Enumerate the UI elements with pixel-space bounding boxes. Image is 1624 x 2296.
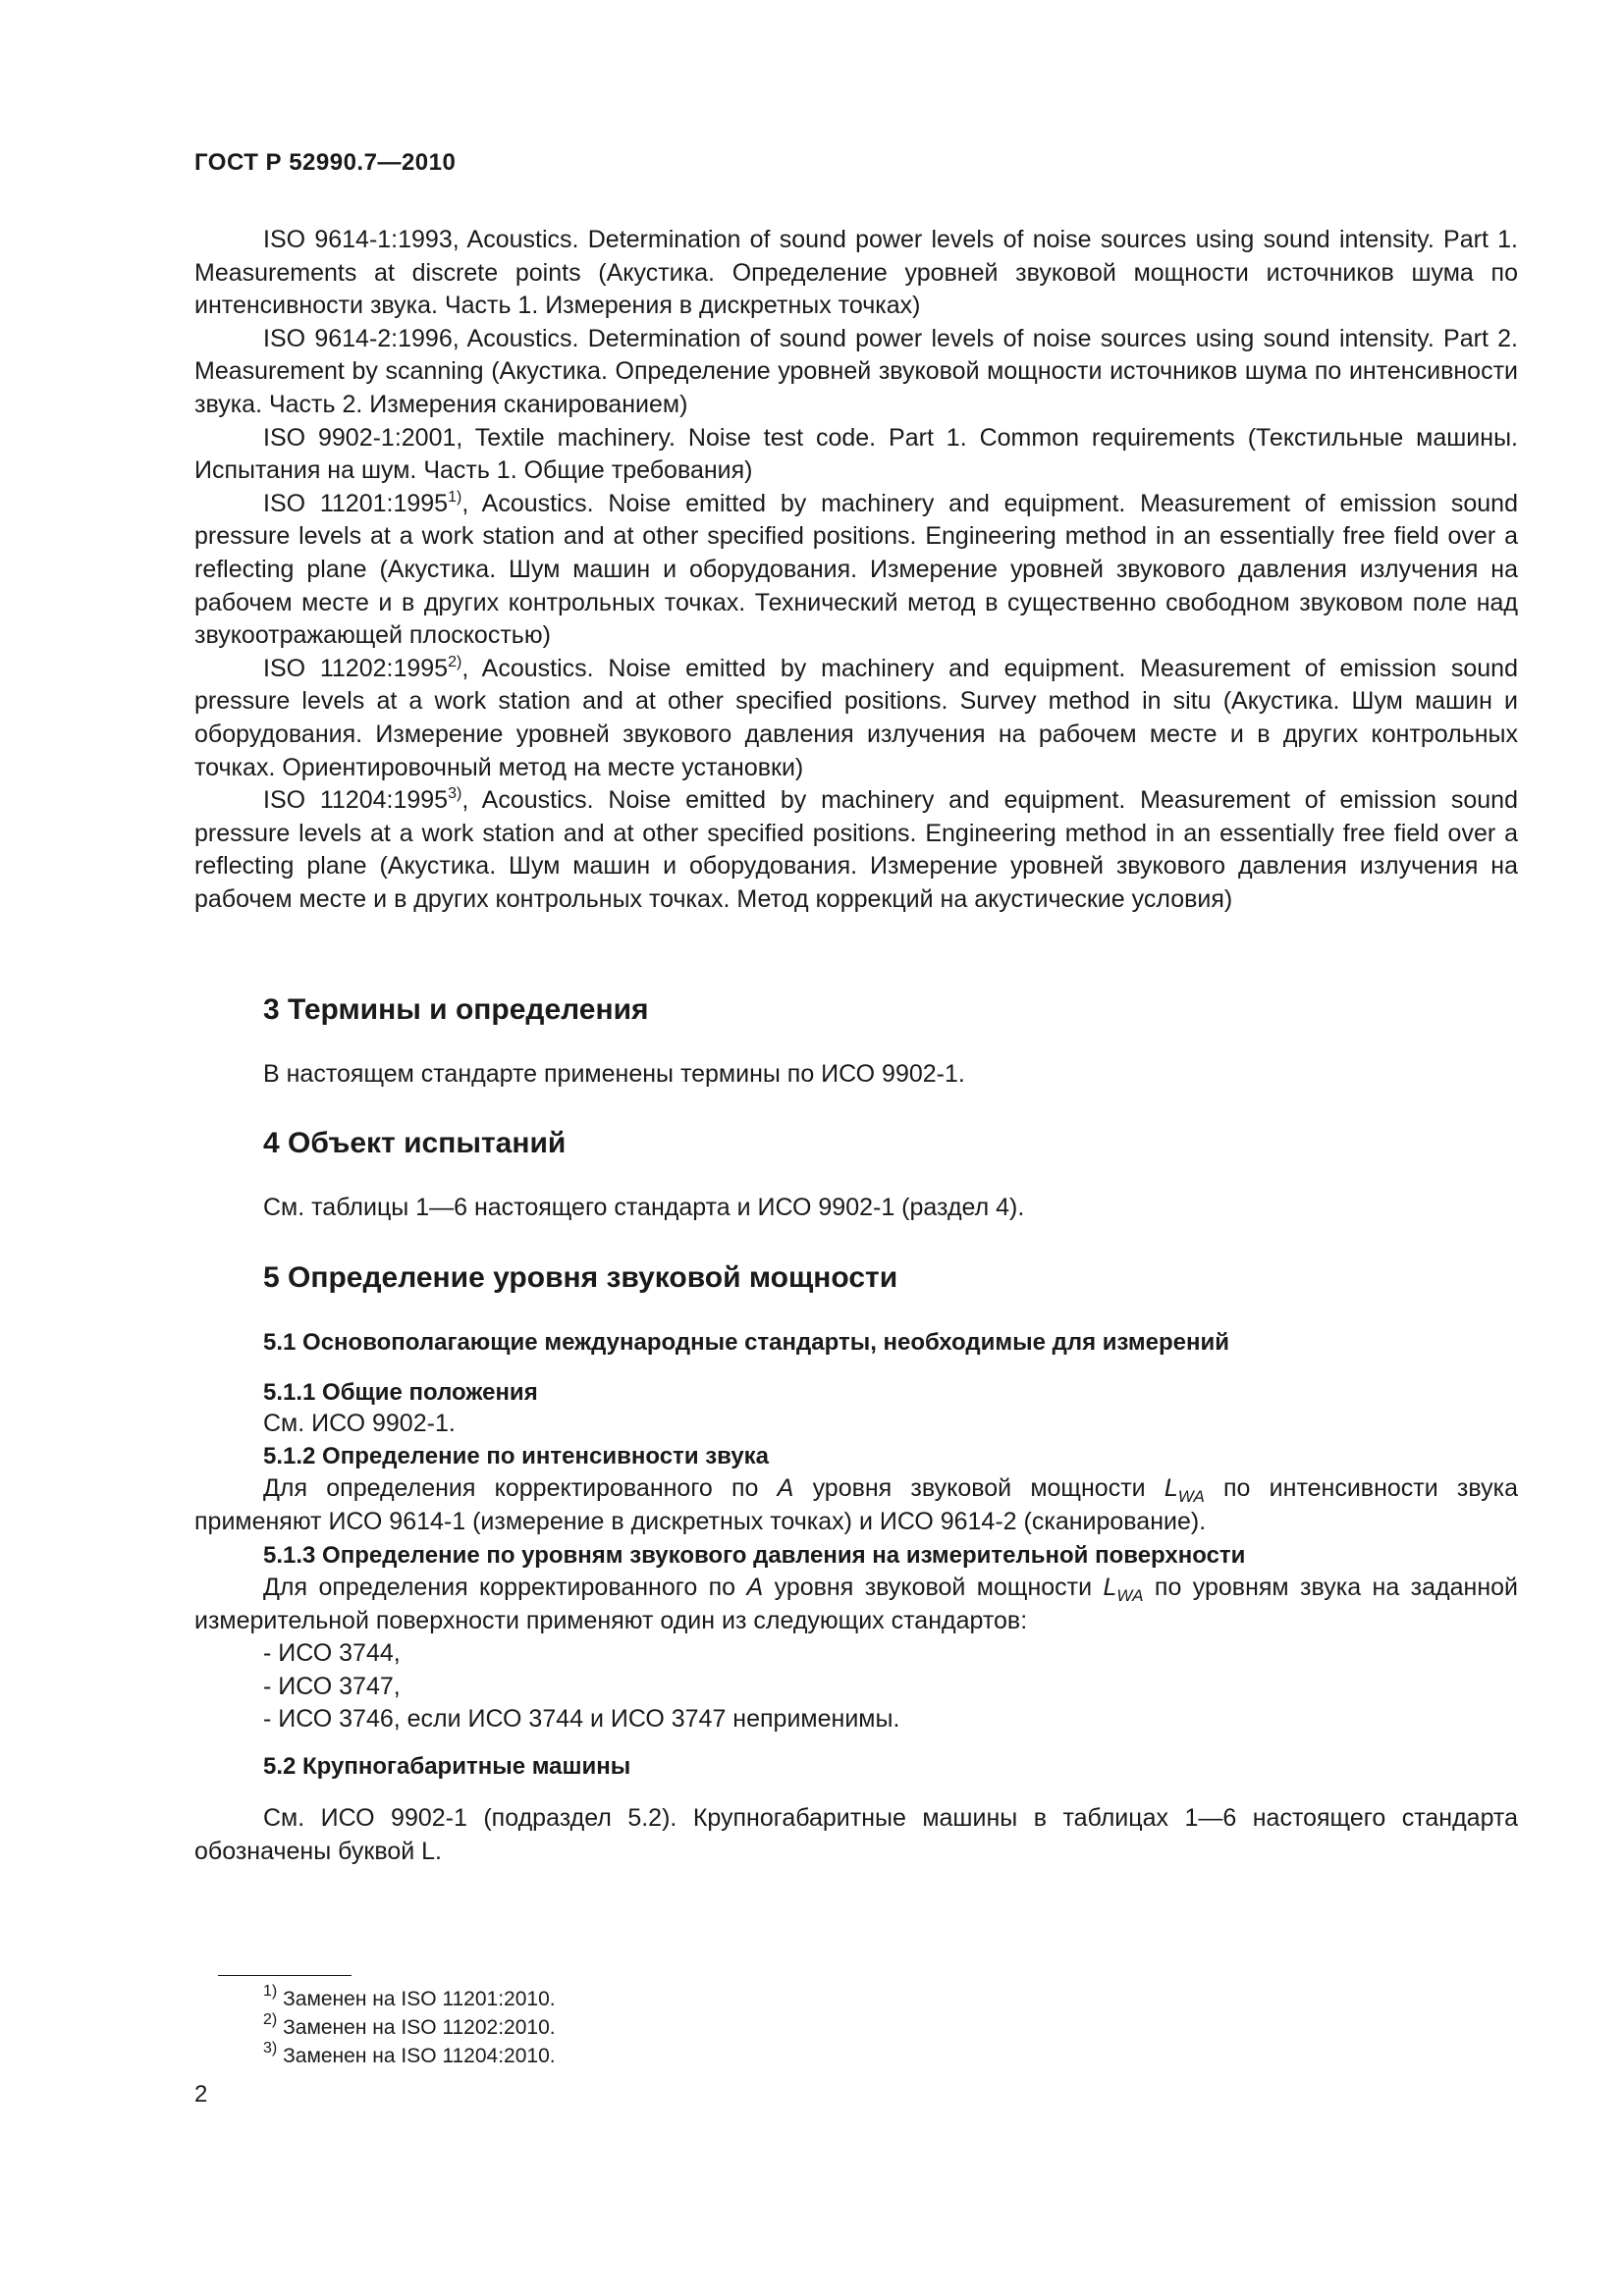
list-item: - ИСО 3747, (263, 1672, 401, 1700)
section-5-heading: 5 Определение уровня звуковой мощности (263, 1261, 898, 1294)
section-5-1-2-heading: 5.1.2 Определение по интенсивности звука (263, 1443, 770, 1469)
list-item: - ИСО 3746, если ИСО 3744 и ИСО 3747 неприменимы. (263, 1705, 900, 1734)
references-list (194, 224, 1518, 916)
reference-item (194, 422, 1518, 488)
standards-list (263, 1637, 899, 1736)
lwa-symbol: L (1164, 1474, 1178, 1502)
footnote-divider (218, 1975, 352, 1976)
reference-text: , Acoustics. Determination of sound power levels of noise sources using sound intensity. Part 2. Measurement by scanning (Акустика. Определение уровней звуковой мощности источников шума по интенсивности звука. Часть 2. Измерения сканированием) (194, 324, 1518, 418)
reference-item (194, 488, 1518, 653)
section-5-1-1-heading: 5.1.1 Общие положения (263, 1379, 538, 1406)
reference-id: ISO 9614-2:1996 (263, 324, 453, 352)
reference-item (194, 784, 1518, 916)
footnotes (263, 1985, 556, 2070)
lwa-symbol: L (1103, 1574, 1117, 1601)
footnote-ref: 3) (448, 785, 462, 803)
footnote-ref: 1) (448, 488, 462, 506)
reference-id: ISO 11201:1995 (263, 489, 449, 517)
document-header: ГОСТ Р 52990.7—2010 (194, 149, 457, 176)
section-4-text: См. таблицы 1—6 настоящего стандарта и ИСО 9902-1 (раздел 4). (263, 1194, 1025, 1221)
reference-text: , Acoustics. Noise emitted by machinery and equipment. Measurement of emission sound pressure levels at a work station and at other specified positions. Engineering method in an essentially free field over a reflecting plane (Акустика. Шум машин и оборудования. Измерение уровней звукового давления излучения на рабочем месте и в других контрольных точках. Метод коррекций на акустические условия) (194, 786, 1518, 913)
reference-id: ISO 11204:1995 (263, 786, 449, 815)
section-5-2-text: См. ИСО 9902-1 (подраздел 5.2). Крупногабаритные машины в таблицах 1—6 настоящего стандарта обозначены буквой L. (194, 1804, 1518, 1865)
reference-id: ISO 9614-1:1993 (263, 226, 453, 253)
section-5-1-2-text: Для определения корректированного по A уровня звуковой мощности $L_{WA}$ по интенсивности звука применяют ИСО 9614-1 (измерение в дискретных точках) и ИСО 9614-2 (сканирование). (194, 1474, 1518, 1535)
reference-text: , Acoustics. Determination of sound power levels of noise sources using sound intensity. Part 1. Measurements at discrete points (Акустика. Определение уровней звуковой мощности источников шума по интенсивности звука. Часть 1. Измерения в дискретных точках) (194, 226, 1518, 320)
reference-text: , Acoustics. Noise emitted by machinery and equipment. Measurement of emission sound pressure levels at a work station and at other specified positions. Engineering method in an essentially free field over a reflecting plane (Акустика. Шум машин и оборудования. Измерение уровней звукового давления излучения на рабочем месте и в других контрольных точках. Технический метод в существенно свободном звуковом поле над звукоотражающей плоскостью) (194, 489, 1518, 650)
reference-id: ISO 11202:1995 (263, 654, 449, 682)
reference-item (194, 653, 1518, 784)
reference-item (194, 224, 1518, 323)
reference-id: ISO 9902-1:2001 (263, 423, 457, 452)
footnote-ref: 2) (448, 653, 462, 670)
reference-text: , Textile machinery. Noise test code. Part 1. Common requirements (Текстильные машины. Испытания на шум. Часть 1. Общие требования) (194, 423, 1518, 485)
section-3-heading: 3 Термины и определения (263, 993, 649, 1026)
reference-text: , Acoustics. Noise emitted by machinery and equipment. Measurement of emission sound pressure levels at a work station and at other specified positions. Survey method in situ (Акустика. Шум машин и оборудования. Измерение уровней звукового давления излучения на рабочем месте и в других контрольных точках. Ориентировочный метод на месте установки) (194, 654, 1518, 781)
section-5-2-heading: 5.2 Крупногабаритные машины (263, 1753, 631, 1780)
section-4-heading: 4 Объект испытаний (263, 1127, 567, 1159)
page-number: 2 (194, 2081, 208, 2108)
list-item: - ИСО 3744, (263, 1639, 401, 1667)
section-5-1-3-heading: 5.1.3 Определение по уровням звукового давления на измерительной поверхности (263, 1542, 1246, 1569)
section-5-1-3-text: Для определения корректированного по A уровня звуковой мощности $L_{WA}$ по уровням звука на заданной измерительной поверхности применяют один из следующих стандартов: (194, 1574, 1519, 1634)
section-5-1-heading: 5.1 Основополагающие международные стандарты, необходимые для измерений (263, 1329, 1229, 1356)
reference-item (194, 323, 1518, 422)
footnote-item: $^{2)}$ Заменен на ISO 11202:2010. (263, 2011, 556, 2039)
section-5-1-1-text: См. ИСО 9902-1. (263, 1410, 456, 1437)
footnote-item: $^{1)}$ Заменен на ISO 11201:2010. (263, 1983, 556, 2010)
a-weighting-symbol: A (746, 1574, 764, 1601)
a-weighting-symbol: A (777, 1474, 794, 1502)
section-3-text: В настоящем стандарте применены термины по ИСО 9902-1. (263, 1060, 965, 1088)
footnote-item: $^{3)}$ Заменен на ISO 11204:2010. (263, 2040, 556, 2067)
